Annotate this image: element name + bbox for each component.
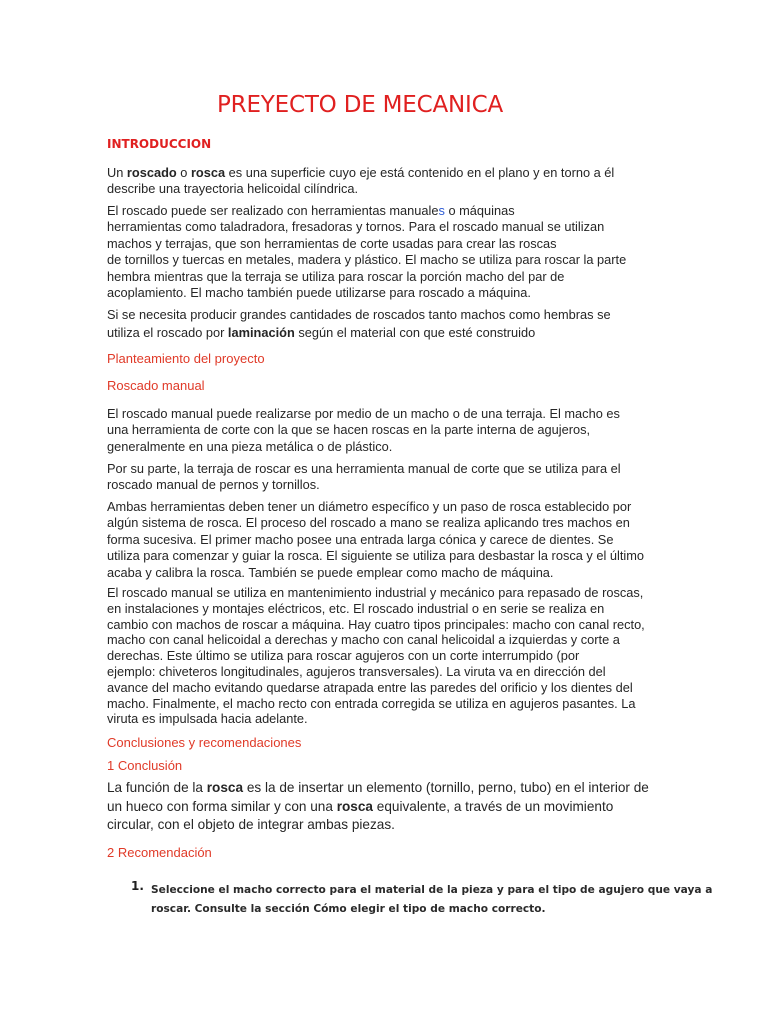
text-line: La función de la rosca es la de insertar un elemento (tornillo, perno, tubo) en el interior de bbox=[107, 780, 649, 795]
heading-conclusion: 1 Conclusión bbox=[107, 758, 183, 773]
text-line: Si se necesita producir grandes cantidades de roscados tanto machos como hembras se bbox=[107, 307, 611, 322]
document-title: PREYECTO DE MECANICA bbox=[217, 92, 503, 118]
text-line: roscado manual de pernos y tornillos. bbox=[107, 477, 320, 493]
text-line: avance del macho evitando quedarse atrapada entre las paredes del orificio y los dientes del bbox=[107, 679, 633, 695]
bold-term: rosca bbox=[336, 798, 373, 814]
text-line: macho. Finalmente, el macho recto con entrada corregida se utiliza en agujeros pasantes. La bbox=[107, 695, 636, 711]
text-line: acoplamiento. El macho también puede utilizarse para roscado a máquina. bbox=[107, 285, 531, 301]
paragraph-roscado-manual bbox=[107, 406, 647, 455]
heading-planteamiento: Planteamiento del proyecto bbox=[107, 351, 265, 366]
text-line: El roscado manual se utiliza en mantenimiento industrial y mecánico para repasado de roscas, bbox=[107, 585, 644, 600]
text-line: derechas. Este último se utiliza para roscar agujeros con un corte interrumpido (por bbox=[107, 648, 580, 664]
paragraph-definition bbox=[107, 165, 647, 198]
text-line: Seleccione el macho correcto para el material de la pieza y para el tipo de agujero que vaya a bbox=[151, 884, 713, 896]
bold-term: roscado bbox=[126, 165, 177, 180]
text-line: de tornillos y tuercas en metales, madera y plástico. El macho se utiliza para roscar la parte bbox=[107, 252, 627, 268]
text-line: generalmente en una pieza metálica o de plástico. bbox=[107, 438, 393, 454]
text-line: Por su parte, la terraja de roscar es una herramienta manual de corte que se utiliza para el bbox=[107, 461, 621, 476]
text-line: El roscado manual puede realizarse por medio de un macho o de una terraja. El macho es bbox=[107, 406, 620, 421]
text-line: acaba y calibra la rosca. También se puede emplear como macho de máquina. bbox=[107, 564, 554, 580]
bold-term: rosca bbox=[190, 165, 226, 180]
text-line: utiliza el roscado por laminación según el material con que esté construido bbox=[107, 325, 536, 340]
text-line: algún sistema de rosca. El proceso del roscado a mano se realiza aplicando tres machos en bbox=[107, 515, 630, 531]
text-line: El roscado puede ser realizado con herramientas manuales o máquinas bbox=[107, 203, 515, 218]
paragraph-conclusion bbox=[107, 779, 647, 835]
text-line: un hueco con forma similar y con una rosca equivalente, a través de un movimiento bbox=[107, 798, 614, 814]
text-line: Ambas herramientas deben tener un diámetro específico y un paso de rosca establecido por bbox=[107, 499, 632, 514]
text-line: machos y terrajas, que son herramientas de corte usadas para crear las roscas bbox=[107, 235, 557, 251]
text-line: describe una trayectoria helicoidal cilíndrica. bbox=[107, 181, 359, 197]
text-line: cambio con machos de roscar a máquina. Hay cuatro tipos principales: macho con canal recto, bbox=[107, 616, 645, 632]
text-line: forma sucesiva. El primer macho posee una entrada larga cónica y carece de dientes. Se bbox=[107, 531, 614, 547]
text-line: hembra mientras que la terraja se utiliza para roscar la porción macho del par de bbox=[107, 268, 565, 284]
bold-term: rosca bbox=[206, 780, 244, 795]
text-line: ejemplo: chiveteros longitudinales, agujeros transversales). La viruta va en dirección del bbox=[107, 663, 606, 679]
heading-recomendacion: 2 Recomendación bbox=[107, 845, 212, 860]
text-line: viruta es impulsada hacia adelante. bbox=[107, 711, 308, 727]
text-line: roscar. Consulte la sección Cómo elegir el tipo de macho correcto. bbox=[151, 903, 546, 915]
heading-roscado-manual: Roscado manual bbox=[107, 378, 205, 393]
text-line: una herramienta de corte con la que se hacen roscas en la parte interna de agujeros, bbox=[107, 422, 591, 438]
paragraph-herramientas bbox=[107, 499, 647, 581]
heading-conclusiones: Conclusiones y recomendaciones bbox=[107, 735, 302, 750]
intro-heading: INTRODUCCION bbox=[107, 137, 212, 151]
text-line: herramientas como taladradora, fresadoras y tornos. Para el roscado manual se utilizan bbox=[107, 219, 605, 235]
paragraph-mantenimiento bbox=[107, 585, 647, 727]
text-line: utiliza para comenzar y guiar la rosca. El siguiente se utiliza para desbastar la rosca y el último bbox=[107, 548, 645, 564]
paragraph-laminacion bbox=[107, 306, 647, 342]
list-number: 1. bbox=[131, 879, 144, 893]
text-line: en instalaciones y montajes eléctricos, etc. El roscado industrial o en serie se realiza en bbox=[107, 600, 605, 616]
text-line: Un roscado o rosca es una superficie cuyo eje está contenido en el plano y en torno a él bbox=[107, 165, 615, 180]
list-item-text bbox=[151, 881, 713, 919]
paragraph-terraja bbox=[107, 461, 647, 494]
text-line: circular, con el objeto de integrar ambas piezas. bbox=[107, 817, 395, 832]
bold-term: laminación bbox=[227, 325, 295, 340]
text-line: macho con canal helicoidal a derechas y macho con canal helicoidal a izquierdas y corte a bbox=[107, 632, 620, 648]
paragraph-roscado-methods bbox=[107, 203, 647, 301]
